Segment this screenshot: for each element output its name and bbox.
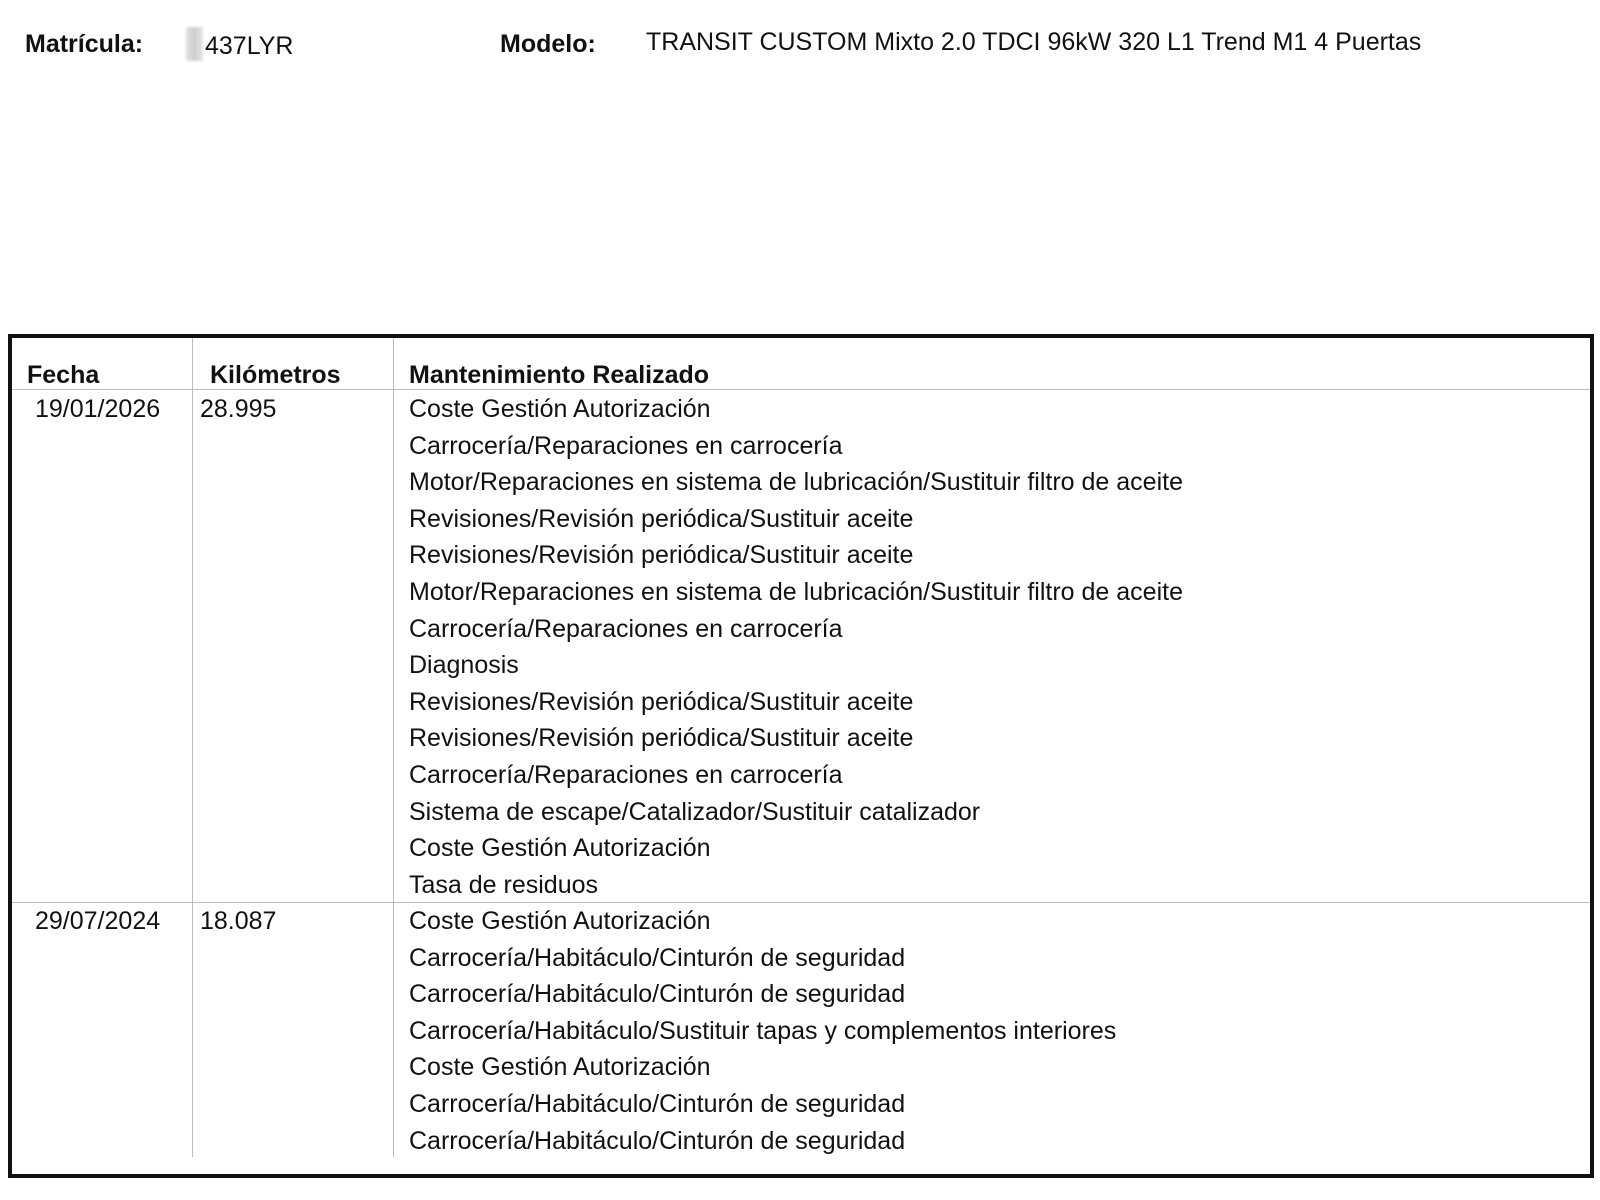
maintenance-item: Motor/Reparaciones en sistema de lubricación/Sustituir filtro de aceite <box>409 577 1183 606</box>
maintenance-item: Coste Gestión Autorización <box>409 834 711 863</box>
column-header-mantenimiento: Mantenimiento Realizado <box>409 361 710 389</box>
group-kilometros: 18.087 <box>200 907 277 935</box>
column-divider-fecha-km <box>192 338 193 1157</box>
maintenance-item: Revisiones/Revisión periódica/Sustituir aceite <box>409 541 914 570</box>
redacted-plate-prefix <box>186 27 203 61</box>
maintenance-item: Carrocería/Habitáculo/Cinturón de seguridad <box>409 980 906 1009</box>
maintenance-item: Diagnosis <box>409 651 519 680</box>
maintenance-item: Revisiones/Revisión periódica/Sustituir aceite <box>409 504 914 533</box>
modelo-value: TRANSIT CUSTOM Mixto 2.0 TDCI 96kW 320 L1 Trend M1 4 Puertas <box>646 28 1422 56</box>
column-header-kilometros: Kilómetros <box>210 361 341 389</box>
maintenance-item: Carrocería/Habitáculo/Cinturón de seguridad <box>409 1126 906 1155</box>
maintenance-item: Carrocería/Reparaciones en carrocería <box>409 431 843 460</box>
matricula-label: Matrícula: <box>25 30 144 58</box>
maintenance-item: Carrocería/Habitáculo/Cinturón de seguridad <box>409 1089 906 1118</box>
group-kilometros: 28.995 <box>200 395 277 423</box>
modelo-label: Modelo: <box>500 30 596 58</box>
group-fecha: 29/07/2024 <box>35 907 161 935</box>
group-fecha: 19/01/2026 <box>35 395 161 423</box>
maintenance-table <box>8 334 1594 1178</box>
maintenance-item: Tasa de residuos <box>409 870 599 899</box>
maintenance-item: Carrocería/Habitáculo/Cinturón de seguridad <box>409 943 906 972</box>
column-header-fecha: Fecha <box>27 361 100 389</box>
vehicle-header <box>0 0 1600 100</box>
maintenance-item: Revisiones/Revisión periódica/Sustituir aceite <box>409 724 914 753</box>
maintenance-item: Coste Gestión Autorización <box>409 1053 711 1082</box>
maintenance-item: Coste Gestión Autorización <box>409 907 711 935</box>
maintenance-item: Carrocería/Habitáculo/Sustituir tapas y complementos interiores <box>409 1016 1117 1045</box>
maintenance-item: Carrocería/Reparaciones en carrocería <box>409 614 843 643</box>
maintenance-items-list <box>409 903 1116 1159</box>
column-divider-km-mantenimiento <box>393 338 394 1157</box>
maintenance-item: Coste Gestión Autorización <box>409 395 711 423</box>
matricula-value-wrap <box>186 27 294 61</box>
maintenance-items-list <box>409 391 1183 903</box>
maintenance-item: Revisiones/Revisión periódica/Sustituir aceite <box>409 687 914 716</box>
maintenance-item: Carrocería/Reparaciones en carrocería <box>409 760 843 789</box>
maintenance-item: Sistema de escape/Catalizador/Sustituir catalizador <box>409 797 981 826</box>
maintenance-item: Motor/Reparaciones en sistema de lubricación/Sustituir filtro de aceite <box>409 468 1183 497</box>
matricula-value: 437LYR <box>205 32 294 60</box>
